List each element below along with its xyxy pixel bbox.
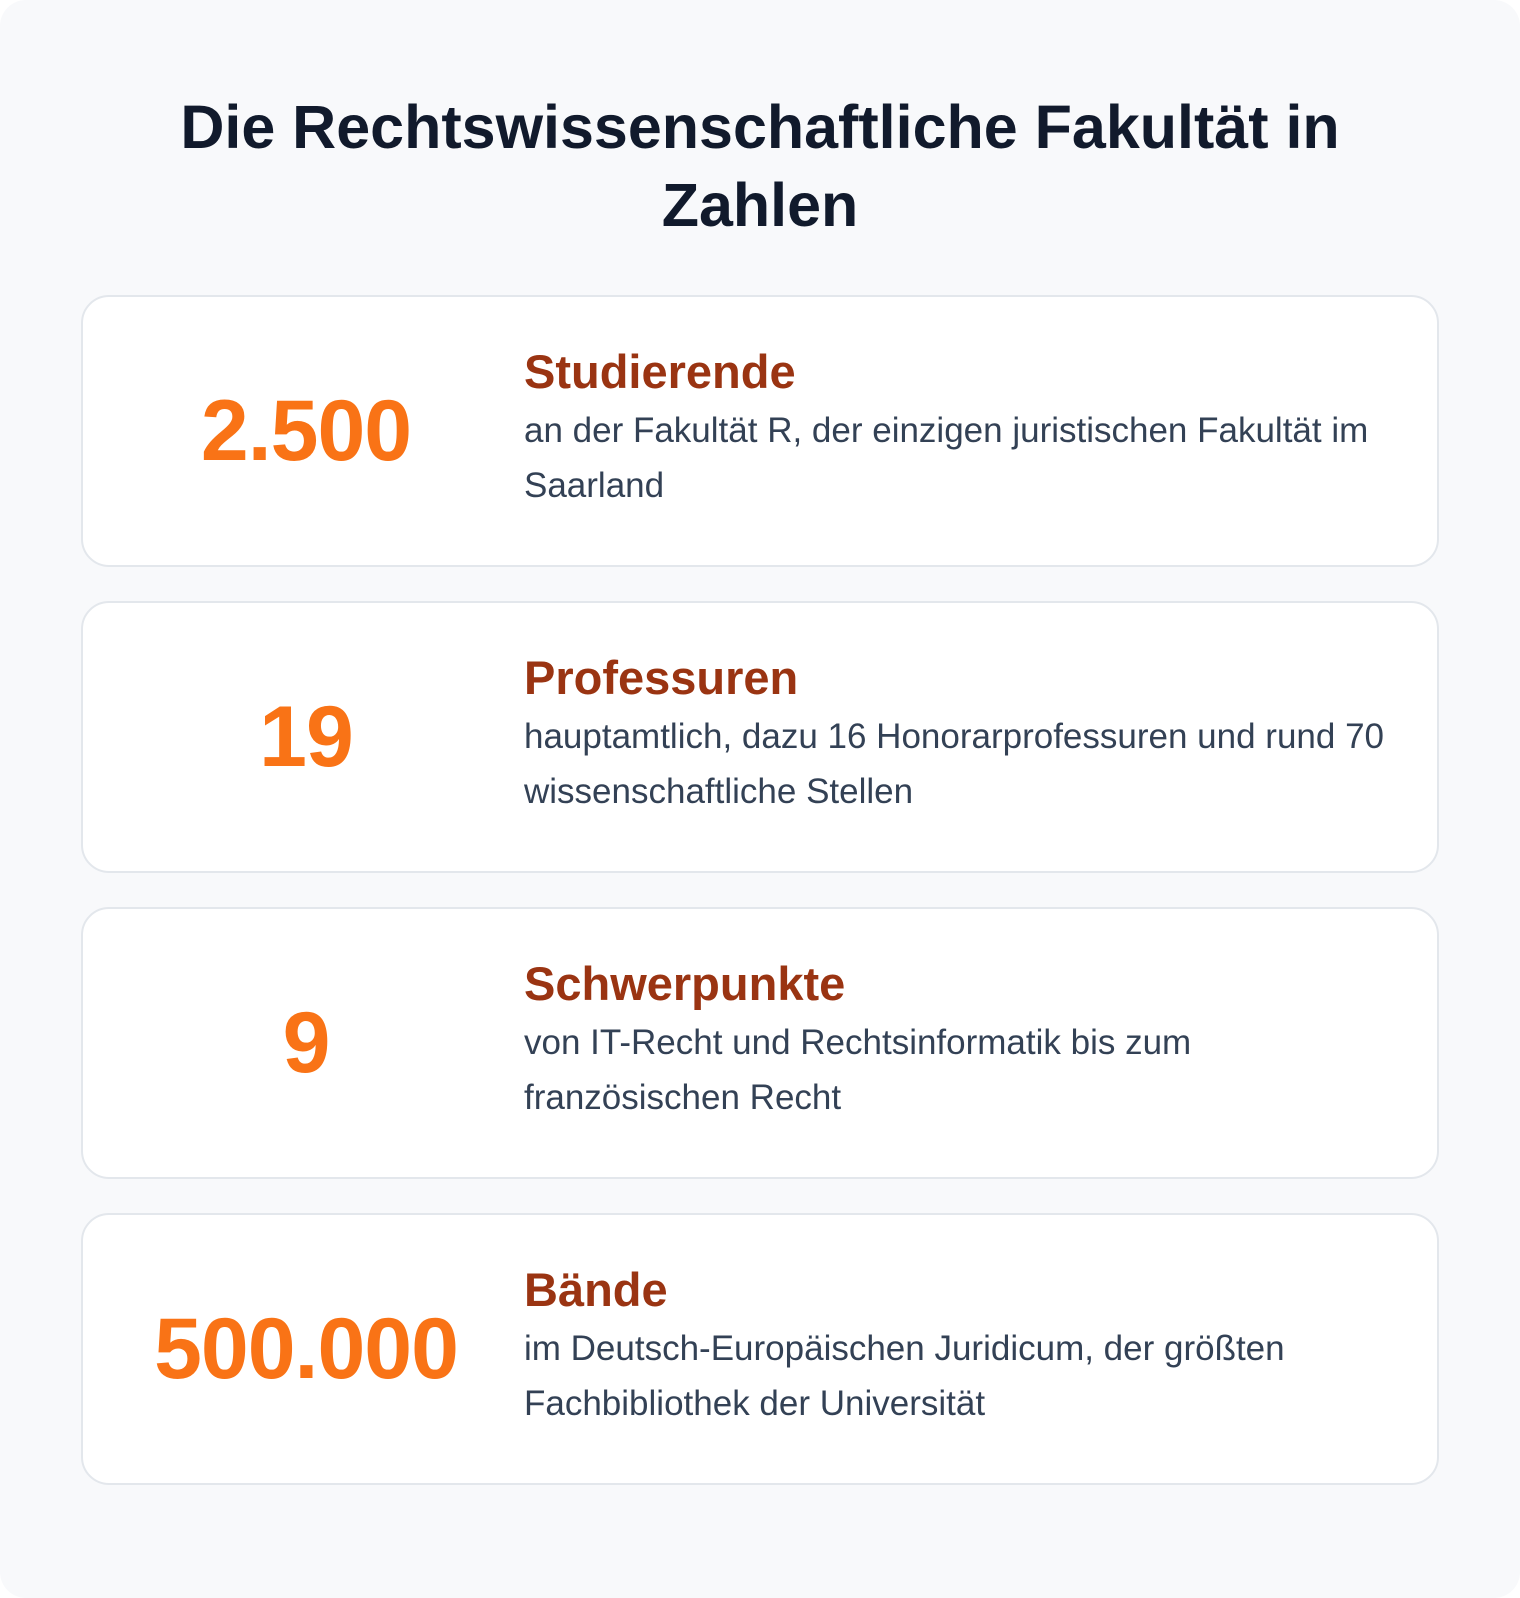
- stat-description: von IT-Recht und Rechtsinformatik bis zum französischen Recht: [524, 1023, 1192, 1117]
- stat-card-volumes: [81, 1213, 1439, 1485]
- stat-text: [524, 953, 1404, 1125]
- page-title: Die Rechtswissenschaftliche Fakultät in Zahlen: [180, 93, 1340, 239]
- stat-label: Bände: [524, 1263, 668, 1316]
- stat-number: 2.500: [200, 382, 412, 479]
- stat-card-students: [81, 295, 1439, 567]
- stat-label: Professuren: [524, 651, 799, 704]
- stat-number: 9: [282, 994, 330, 1091]
- stat-number: 500.000: [154, 1300, 458, 1397]
- stat-description: an der Fakultät R, der einzigen juristischen Fakultät im Saarland: [524, 411, 1369, 505]
- stat-description: hauptamtlich, dazu 16 Honorarprofessuren und rund 70 wissenschaftliche Stellen: [524, 717, 1384, 811]
- stat-label: Schwerpunkte: [524, 957, 846, 1010]
- stat-text: [524, 1259, 1404, 1431]
- stat-label: Studierende: [524, 345, 796, 398]
- stat-number: 19: [259, 688, 353, 785]
- stat-text: [524, 647, 1404, 819]
- stat-description: im Deutsch-Europäischen Juridicum, der größten Fachbibliothek der Universität: [524, 1329, 1285, 1423]
- stat-card-professorships: [81, 601, 1439, 873]
- stat-text: [524, 341, 1404, 513]
- stat-card-focus-areas: [81, 907, 1439, 1179]
